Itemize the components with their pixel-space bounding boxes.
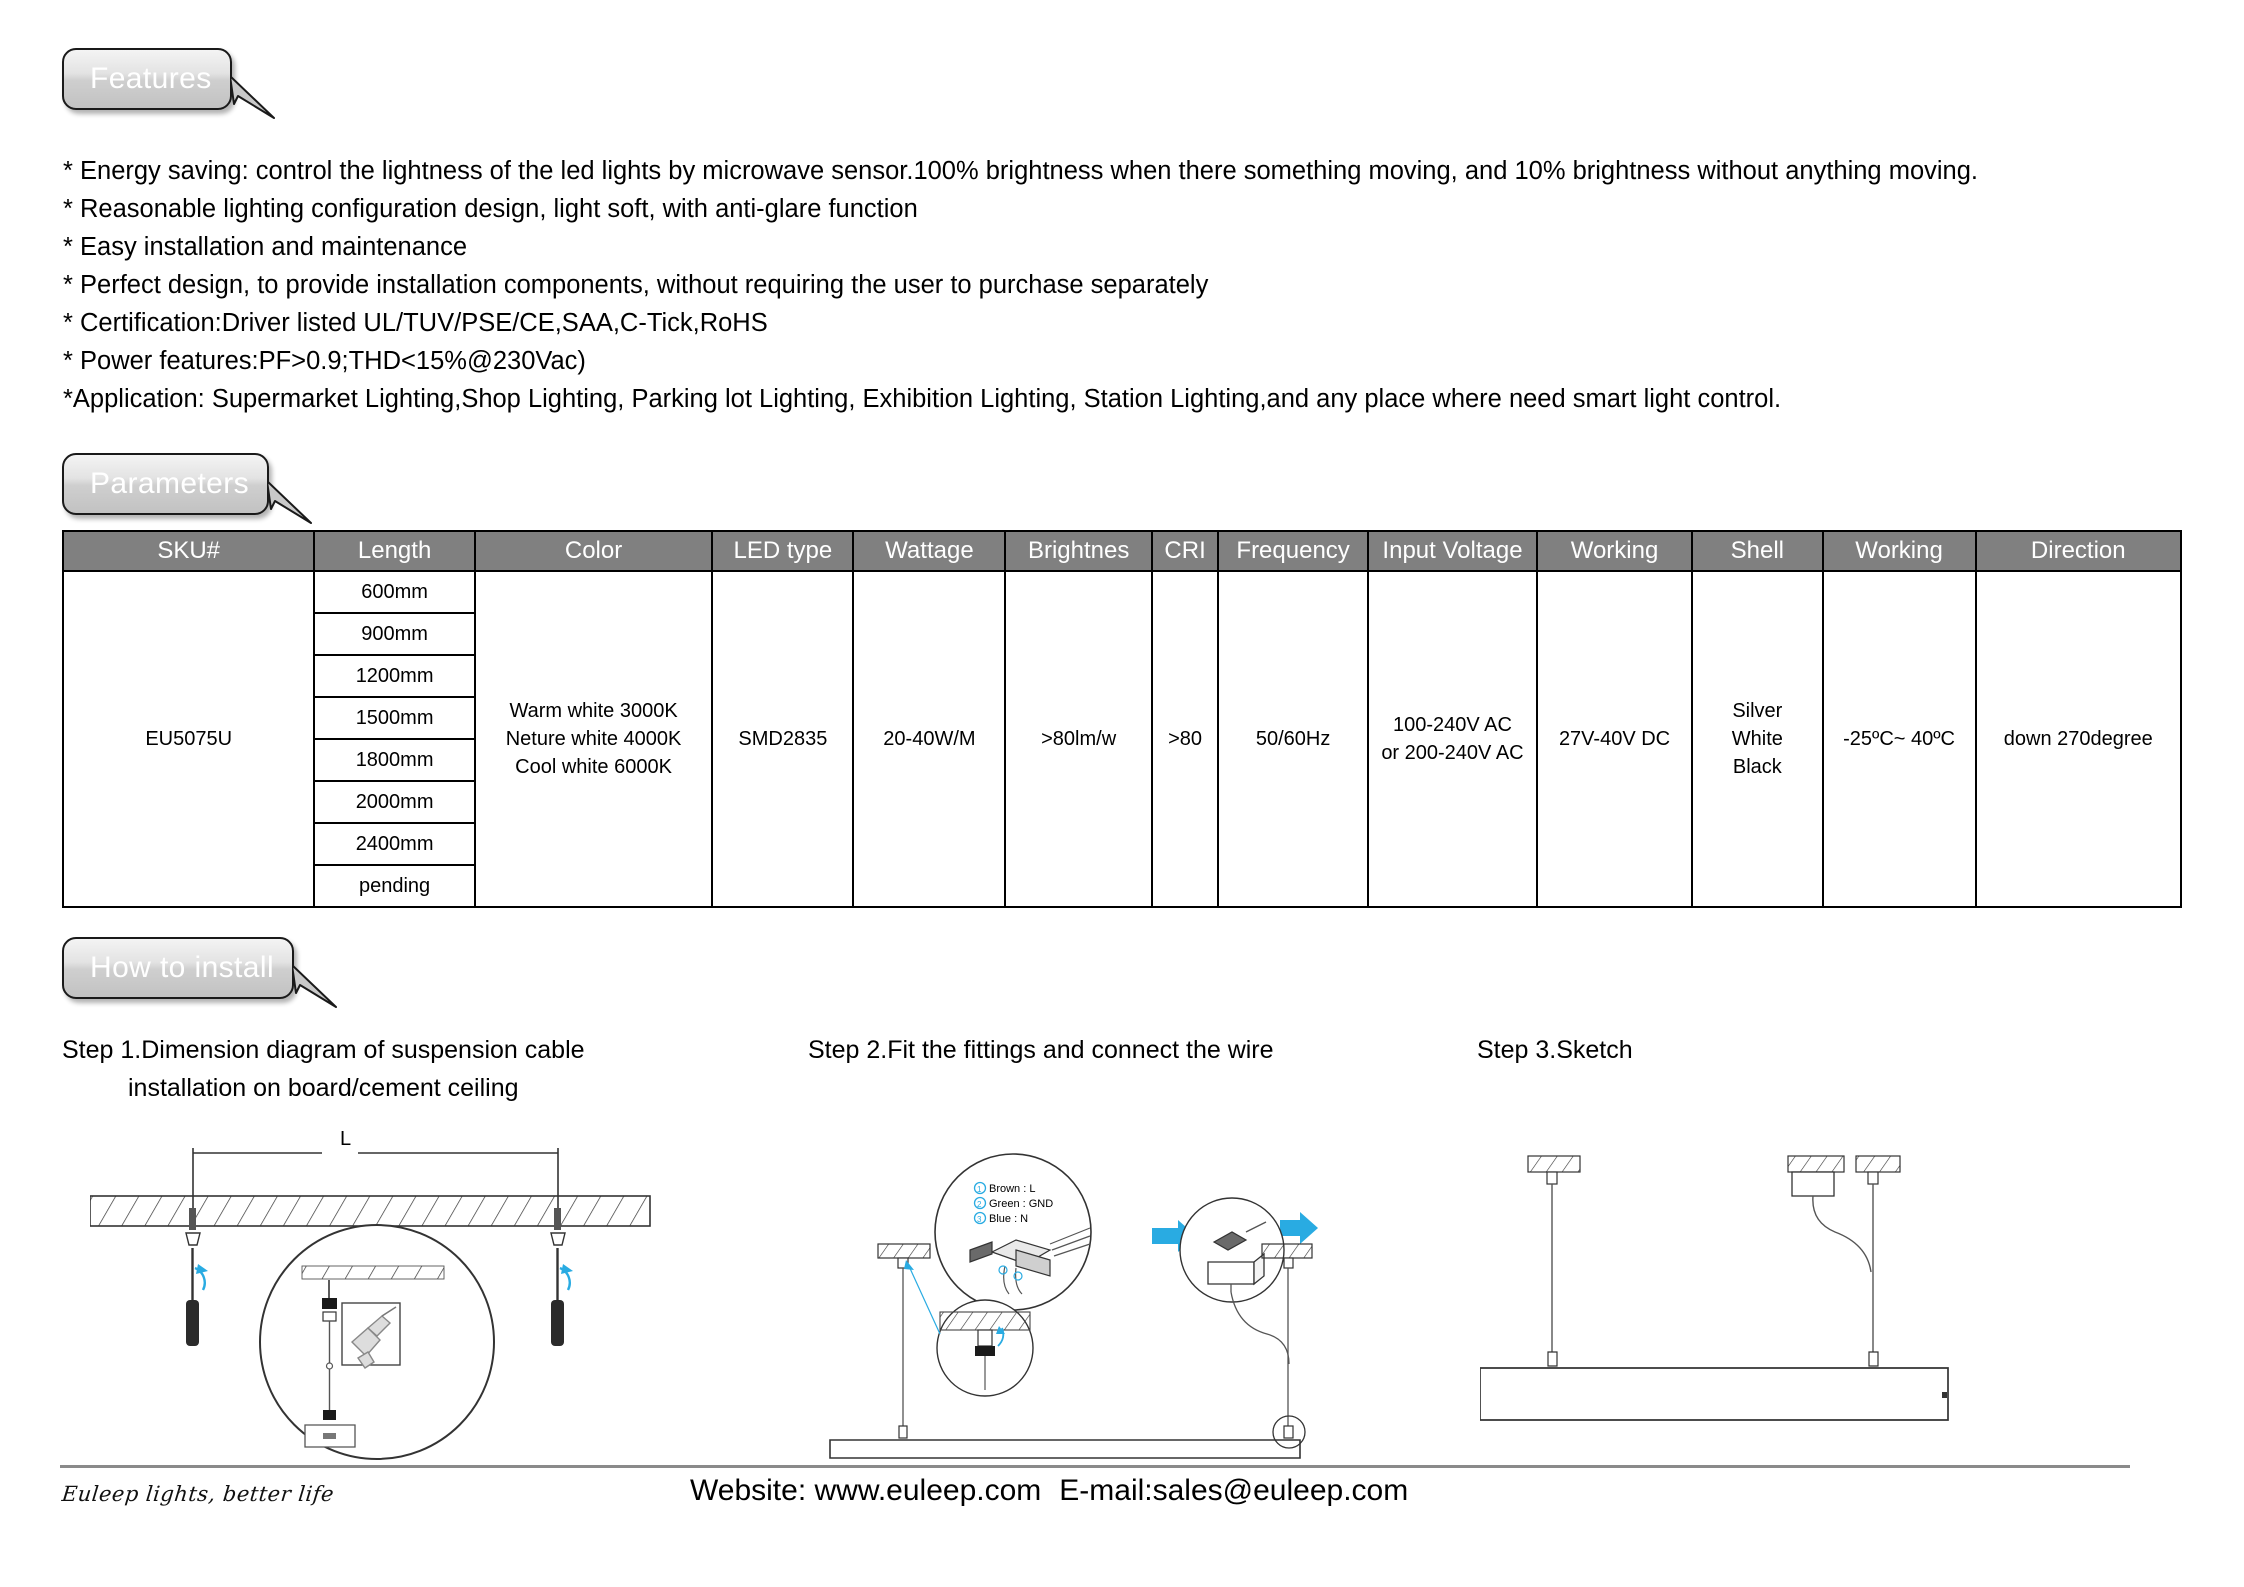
wire-label-green: Green : GND — [989, 1198, 1054, 1210]
features-badge-label: Features — [90, 62, 212, 95]
shell-option: Black — [1732, 756, 1782, 778]
step2-diagram — [800, 1140, 1320, 1465]
step1-diagram — [90, 1120, 670, 1465]
col-header-direction: Direction — [1976, 531, 2181, 571]
color-option: Cool white 6000K — [515, 756, 672, 778]
wire-number-3: 3 — [977, 1215, 982, 1224]
col-header-working-voltage: Working — [1537, 531, 1692, 571]
col-header-length: Length — [314, 531, 474, 571]
cell-length: 600mm — [314, 571, 474, 613]
cell-shell — [1692, 571, 1823, 907]
cell-length: 2000mm — [314, 781, 474, 823]
cell-brightness: >80lm/w — [1005, 571, 1152, 907]
cell-wattage: 20-40W/M — [853, 571, 1005, 907]
feature-item: * Easy installation and maintenance — [63, 233, 468, 261]
col-header-brightness: Brightnes — [1005, 531, 1152, 571]
cell-cri: >80 — [1152, 571, 1218, 907]
col-header-led-type: LED type — [712, 531, 853, 571]
cell-sku: EU5075U — [63, 571, 314, 907]
footer-divider — [60, 1465, 2130, 1468]
install-badge-label: How to install — [90, 951, 275, 984]
badge-tail-icon — [267, 481, 337, 527]
step3-diagram — [1480, 1130, 2130, 1465]
cell-frequency: 50/60Hz — [1218, 571, 1368, 907]
cell-color — [475, 571, 712, 907]
step1-title-line2: installation on board/cement ceiling — [128, 1074, 519, 1102]
cell-input-voltage — [1368, 571, 1537, 907]
feature-item: * Power features:PF>0.9;THD<15%@230Vac) — [63, 347, 586, 375]
col-header-wattage: Wattage — [853, 531, 1005, 571]
cell-length: 900mm — [314, 613, 474, 655]
shell-option: White — [1731, 728, 1783, 750]
install-badge-body — [62, 937, 294, 999]
table-row — [63, 571, 2181, 613]
input-voltage-line: 100-240V AC — [1392, 714, 1512, 736]
col-header-color: Color — [475, 531, 712, 571]
footer-contact — [690, 1474, 1408, 1508]
parameters-table — [62, 530, 2182, 908]
features-list — [63, 152, 2183, 418]
dimension-label-L: L — [340, 1128, 352, 1150]
cell-length: 1200mm — [314, 655, 474, 697]
col-header-sku: SKU# — [63, 531, 314, 571]
color-option: Warm white 3000K — [509, 700, 678, 722]
parameters-badge-label: Parameters — [90, 467, 250, 500]
cell-led-type: SMD2835 — [712, 571, 853, 907]
feature-item: * Energy saving: control the lightness of the led lights by microwave sensor.100% brightness when there something moving, and 10% brightness without anything moving. — [63, 157, 1978, 185]
step2-title: Step 2.Fit the fittings and connect the wire — [808, 1036, 1274, 1064]
step3-title: Step 3.Sketch — [1477, 1036, 1633, 1064]
input-voltage-line: or 200-240V AC — [1381, 742, 1524, 764]
cell-direction: down 270degree — [1976, 571, 2181, 907]
footer-website[interactable]: Website: www.euleep.com — [690, 1474, 1042, 1507]
step1-title-line1: Step 1.Dimension diagram of suspension cable — [62, 1036, 585, 1064]
cell-length: 2400mm — [314, 823, 474, 865]
col-header-frequency: Frequency — [1218, 531, 1368, 571]
feature-item: *Application: Supermarket Lighting,Shop Lighting, Parking lot Lighting, Exhibition Lighting, Station Lighting,and any place where need smart light control. — [63, 385, 1782, 413]
install-section-badge — [62, 937, 294, 999]
col-header-input-voltage: Input Voltage — [1368, 531, 1537, 571]
cell-working-temp: -25ºC~ 40ºC — [1823, 571, 1976, 907]
feature-item: * Reasonable lighting configuration design, light soft, with anti-glare function — [63, 195, 918, 223]
shell-option: Silver — [1732, 700, 1783, 722]
col-header-shell: Shell — [1692, 531, 1823, 571]
cell-length: 1800mm — [314, 739, 474, 781]
badge-tail-icon — [292, 965, 362, 1011]
cell-working-voltage: 27V-40V DC — [1537, 571, 1692, 907]
wire-label-brown: Brown : L — [989, 1183, 1036, 1195]
color-option: Neture white 4000K — [505, 728, 682, 750]
company-tagline: Euleep lights, better life — [60, 1482, 336, 1506]
features-section-badge — [62, 48, 232, 110]
features-badge-body — [62, 48, 232, 110]
parameters-section-badge — [62, 453, 269, 515]
cell-length: pending — [314, 865, 474, 907]
parameters-badge-body — [62, 453, 269, 515]
col-header-working-temp: Working — [1823, 531, 1976, 571]
feature-item: * Perfect design, to provide installation components, without requiring the user to purchase separately — [63, 271, 1209, 299]
table-header-row — [63, 531, 2181, 571]
col-header-cri: CRI — [1152, 531, 1218, 571]
wire-number-2: 2 — [977, 1200, 982, 1209]
feature-item: * Certification:Driver listed UL/TUV/PSE/CE,SAA,C-Tick,RoHS — [63, 309, 768, 337]
cell-length: 1500mm — [314, 697, 474, 739]
footer-email[interactable]: E-mail:sales@euleep.com — [1059, 1474, 1409, 1507]
wire-number-1: 1 — [977, 1185, 982, 1194]
badge-tail-icon — [230, 76, 300, 122]
wire-label-blue: Blue : N — [989, 1213, 1029, 1225]
